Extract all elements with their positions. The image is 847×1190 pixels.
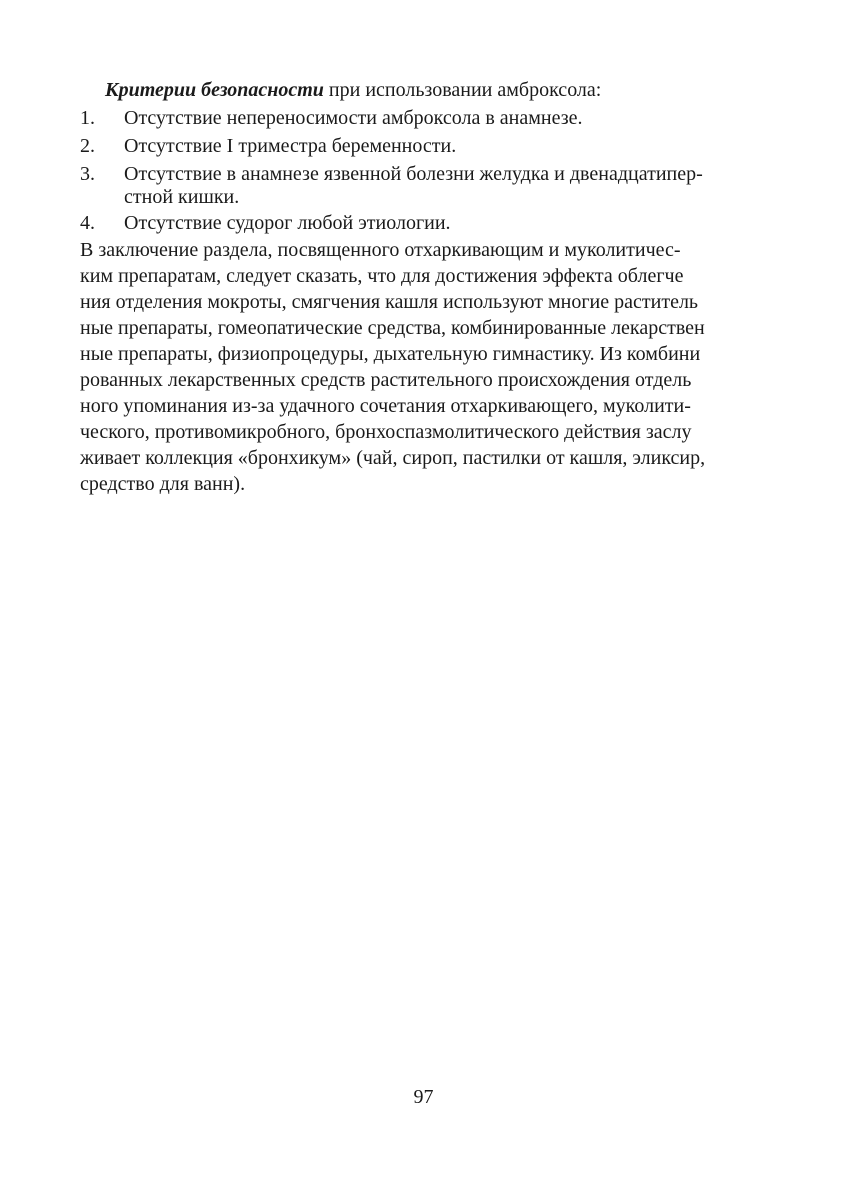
list-item-4-text: Отсутствие судорог любой этиологии. bbox=[124, 212, 451, 234]
list-item-2-text: Отсутствие I триместра беременности. bbox=[124, 135, 457, 157]
list-item-3-text-line-2: стной кишки. bbox=[124, 186, 240, 208]
paragraph-line-4: ные препараты, гомеопатические средства, комбинированные лекарствен bbox=[80, 317, 705, 339]
paragraph-line-5: ные препараты, физиопроцедуры, дыхательную гимнастику. Из комбини bbox=[80, 343, 701, 365]
page-number: 97 bbox=[413, 1086, 434, 1108]
paragraph-line-10: средство для ванн). bbox=[80, 473, 246, 495]
criteria-heading bbox=[105, 78, 601, 102]
list-number-3: 3. bbox=[80, 163, 95, 185]
paragraph-line-7: ного упоминания из-за удачного сочетания отхаркивающего, муколити- bbox=[80, 395, 691, 417]
paragraph-line-8: ческого, противомикробного, бронхоспазмолитического действия заслу bbox=[80, 421, 692, 443]
list-number-1: 1. bbox=[80, 107, 95, 129]
paragraph-line-3: ния отделения мокроты, смягчения кашля используют многие раститель bbox=[80, 291, 699, 313]
list-item-1-text: Отсутствие непереносимости амброксола в анамнезе. bbox=[124, 107, 583, 129]
paragraph-line-2: ким препаратам, следует сказать, что для достижения эффекта облегче bbox=[80, 265, 684, 287]
list-item-3-text-line-1: Отсутствие в анамнезе язвенной болезни желудка и двенадцатипер- bbox=[124, 163, 703, 185]
criteria-heading-text: при использовании амброксола: bbox=[323, 79, 602, 101]
paragraph-line-6: рованных лекарственных средств растительного происхождения отдель bbox=[80, 369, 692, 391]
criteria-heading-emphasis: Критерии безопасности bbox=[105, 79, 324, 101]
paragraph-line-9: живает коллекция «бронхикум» (чай, сироп, пастилки от кашля, эликсир, bbox=[80, 447, 706, 469]
list-number-4: 4. bbox=[80, 212, 95, 234]
paragraph-line-1: В заключение раздела, посвященного отхаркивающим и муколитичес- bbox=[80, 239, 681, 261]
list-number-2: 2. bbox=[80, 135, 95, 157]
